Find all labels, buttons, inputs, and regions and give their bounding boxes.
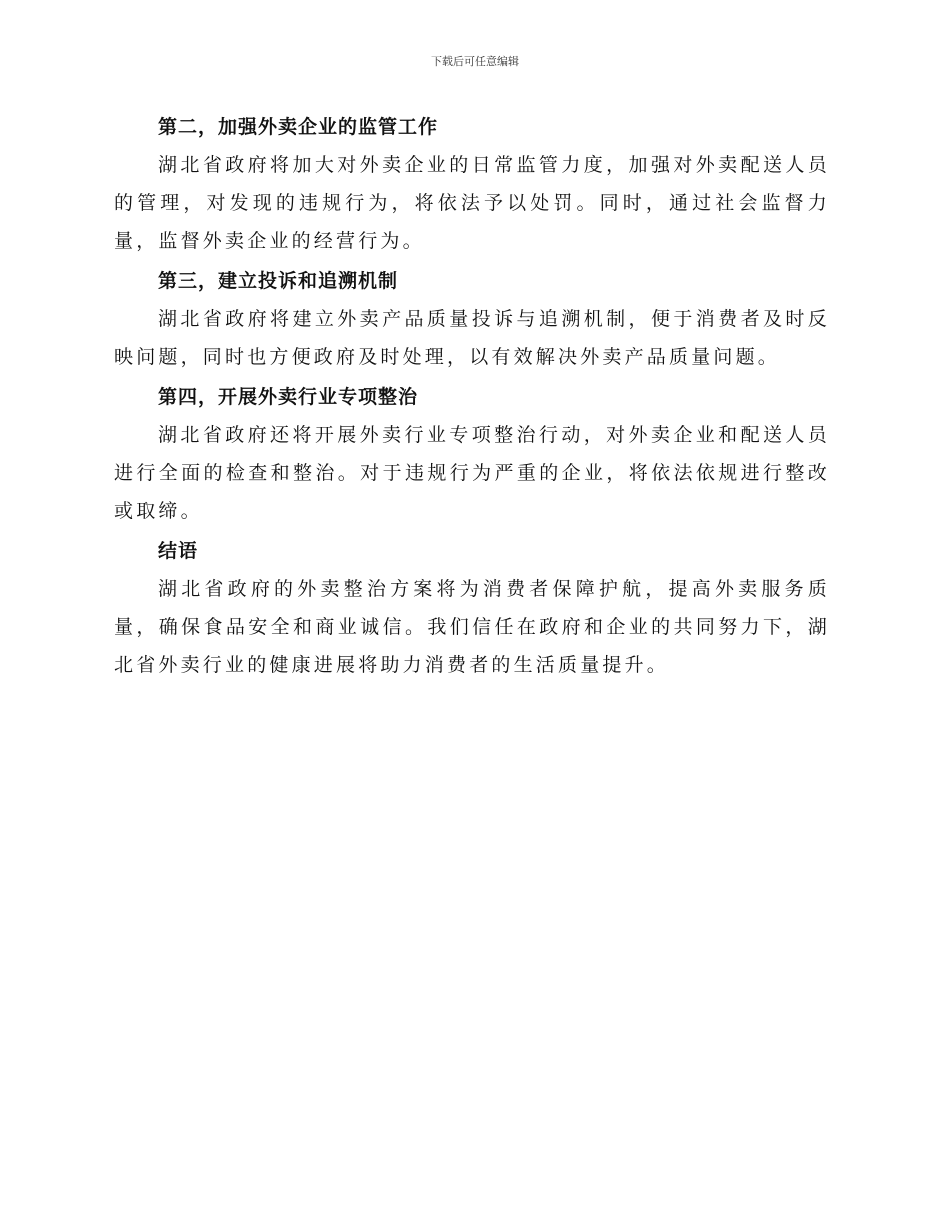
section-complaint-traceability	[114, 266, 830, 376]
section-paragraph: 湖北省政府将建立外卖产品质量投诉与追溯机制，便于消费者及时反映问题，同时也方便政府及时处理，以有效解决外卖产品质量问题。	[114, 308, 830, 368]
section-special-rectification	[114, 382, 830, 530]
section-paragraph: 湖北省政府还将开展外卖行业专项整治行动，对外卖企业和配送人员进行全面的检查和整治。对于违规行为严重的企业，将依法依规进行整改或取缔。	[114, 424, 830, 522]
section-paragraph: 湖北省政府将加大对外卖企业的日常监管力度，加强对外卖配送人员的管理，对发现的违规行为，将依法予以处罚。同时，通过社会监督力量，监督外卖企业的经营行为。	[114, 154, 830, 252]
section-paragraph: 湖北省政府的外卖整治方案将为消费者保障护航，提高外卖服务质量，确保食品安全和商业诚信。我们信任在政府和企业的共同努力下，湖北省外卖行业的健康进展将助力消费者的生活质量提升。	[114, 578, 830, 676]
document-body	[114, 112, 830, 690]
page-header: 下载后可任意编辑	[431, 55, 519, 68]
section-conclusion	[114, 536, 830, 684]
section-heading: 第二，加强外卖企业的监管工作	[158, 116, 439, 138]
section-heading: 第三，建立投诉和追溯机制	[158, 270, 399, 292]
section-heading: 结语	[158, 540, 199, 562]
section-heading: 第四，开展外卖行业专项整治	[158, 386, 419, 408]
section-supervision	[114, 112, 830, 260]
